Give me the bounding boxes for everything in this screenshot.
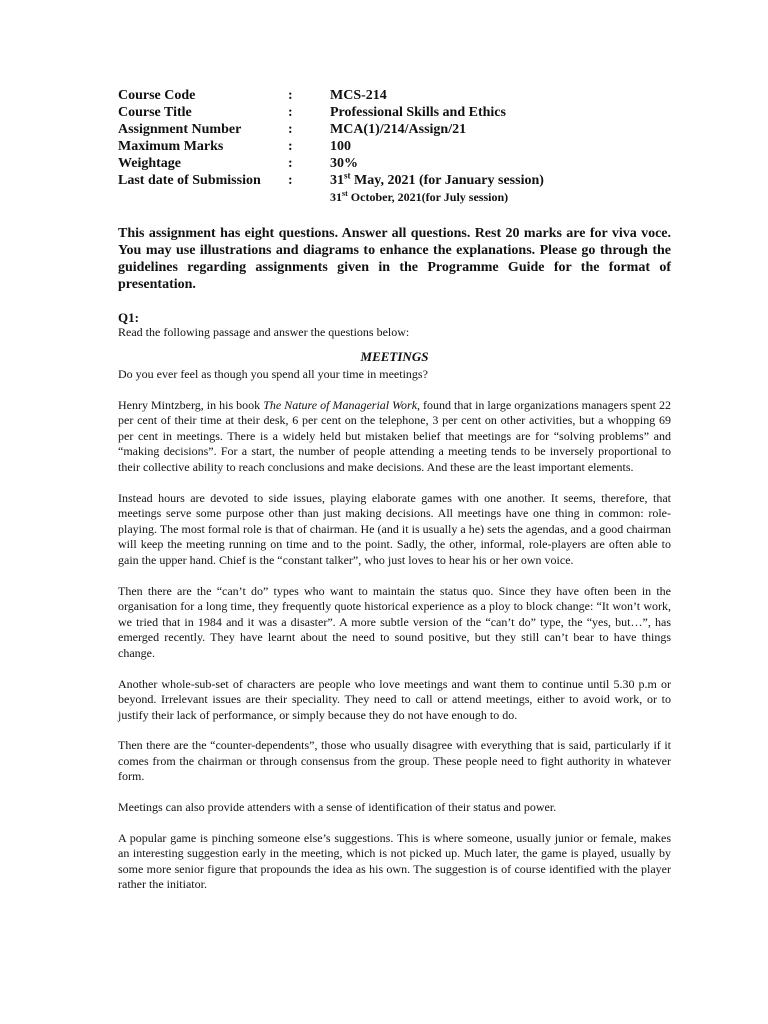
question-prompt: Read the following passage and answer the questions below: [118, 325, 410, 339]
paragraph-text: , found that in large organizations managers spent 22 per cent of their time at their desk, 6 per cent on the telephone, 3 per cent on other activities, but a whopping 69 per cent in meetings. There is a widely held but mistaken belief that meetings are for “solving problems” and “making decisions”. For a start, the number of people attending a meeting tends to be inversely proportional to their collective ability to reach conclusions and make decisions. And these are the least important elements. [118, 397, 671, 474]
last-date-value [330, 172, 544, 206]
assignment-number-label: Assignment Number [118, 122, 242, 137]
last-date-row [118, 172, 544, 206]
assignment-number-value: MCA(1)/214/Assign/21 [330, 122, 467, 137]
assignment-instructions: This assignment has eight questions. Answer all questions. Rest 20 marks are for viva voce. You may use illustrations and diagrams to enhance the explanations. Please go through the guidelines regarding assignments given in the Programme Guide for the format of presentation. [118, 226, 671, 292]
passage-paragraph [118, 398, 671, 476]
assignment-number-row [118, 121, 544, 138]
passage-paragraph: Then there are the “counter-dependents”, those who usually disagree with everything that is said, particularly if it comes from the chairman or through consensus from the group. These people need to fight authority in whatever form. [118, 738, 671, 784]
separator: : [288, 122, 293, 137]
separator: : [288, 105, 293, 120]
separator: : [288, 156, 293, 171]
january-deadline [330, 172, 544, 189]
passage-paragraph: Then there are the “can’t do” types who want to maintain the status quo. Since they have often been in the organisation for a long time, they frequently quote historical experience as a ploy to block change: “It won’t work, we tried that in 1984 and it was a disaster”. A more subtle version of the “can’t do” type, the “yes, but…”, has emerged recently. They have learnt about the need to sound positive, but they still can’t bear to have things change. [118, 583, 671, 660]
course-title-value: Professional Skills and Ethics [330, 105, 506, 120]
january-day-suffix: st [344, 170, 351, 181]
course-title-label: Course Title [118, 105, 192, 120]
maximum-marks-row [118, 138, 544, 155]
passage-paragraph: A popular game is pinching someone else’s suggestions. This is where someone, usually junior or female, makes an interesting suggestion early in the meeting, which is not picked up. Much later, the game is played, usually by some more senior figure that propounds the idea as his own. The suggestion is of course identified with the player rather the initiator. [118, 830, 671, 892]
weightage-label: Weightage [118, 156, 181, 171]
january-day: 31 [330, 173, 344, 188]
assignment-details [118, 87, 544, 206]
document-page [118, 87, 671, 893]
weightage-value: 30% [330, 156, 358, 171]
passage-paragraph: Meetings can also provide attenders with a sense of identification of their status and power. [118, 800, 557, 815]
separator: : [288, 173, 293, 188]
january-deadline-text: May, 2021 (for January session) [350, 173, 544, 188]
weightage-row [118, 155, 544, 172]
maximum-marks-label: Maximum Marks [118, 139, 224, 154]
passage-paragraph: Do you ever feel as though you spend all your time in meetings? [118, 367, 428, 381]
last-date-label: Last date of Submission [118, 173, 261, 188]
passage-title: MEETINGS [360, 349, 429, 364]
course-code-row [118, 87, 544, 104]
course-code-value: MCS-214 [330, 88, 387, 103]
july-day: 31 [330, 190, 342, 204]
course-code-label: Course Code [118, 88, 196, 103]
question-label: Q1: [118, 310, 139, 325]
passage-paragraph: Instead hours are devoted to side issues, playing elaborate games with one another. It seems, therefore, that meetings serve some purpose other than just making decisions. All meetings have one thing in common: role-playing. The most formal role is that of chairman. He (and it is usually a he) sets the agendas, and a good chairman will keep the meeting running on time and to the point. Sadly, the other, informal, role-players are often able to gain the upper hand. Chief is the “constant talker”, who just loves to hear his or her own voice. [118, 490, 671, 567]
july-deadline-text: October, 2021(for July session) [347, 190, 509, 204]
course-title-row [118, 104, 544, 121]
maximum-marks-value: 100 [330, 139, 351, 154]
paragraph-text: Henry Mintzberg, in his book [118, 397, 264, 412]
july-deadline [330, 189, 544, 206]
passage-paragraph: Another whole-sub-set of characters are people who love meetings and want them to continue until 5.30 p.m or beyond. Irrelevant issues are their speciality. They need to call or attend meetings, either to avoid work, or to justify their lack of performance, or simply because they do not have enough to do. [118, 676, 671, 722]
separator: : [288, 88, 293, 103]
july-day-suffix: st [342, 189, 348, 198]
separator: : [288, 139, 293, 154]
book-title: The Nature of Managerial Work [263, 397, 418, 412]
